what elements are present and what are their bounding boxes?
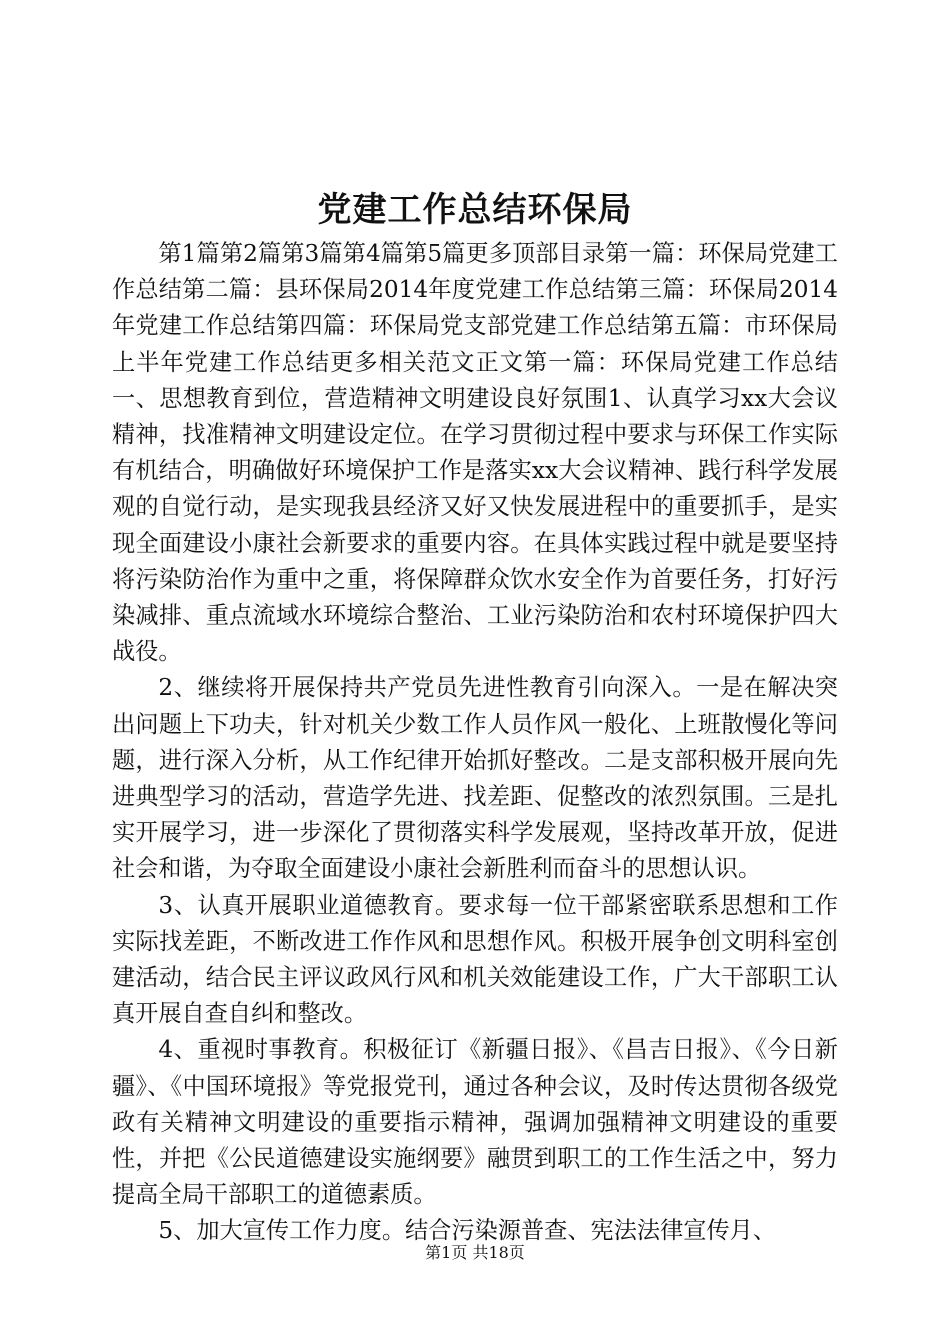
page-number-footer: 第1页 共18页: [425, 1243, 525, 1262]
paragraph-1: 第1篇第2篇第3篇第4篇第5篇更多顶部目录第一篇：环保局党建工作总结第二篇：县环保局2014年度党建工作总结第三篇：环保局2014年党建工作总结第四篇：环保局党支部党建工作总结第五篇：市环保局上半年党建工作总结更多相关范文正文第一篇：环保局党建工作总结一、思想教育到位，营造精神文明建设良好氛围1、认真学习xx大会议精神，找准精神文明建设定位。在学习贯彻过程中要求与环保工作实际有机结合，明确做好环境保护工作是落实xx大会议精神、践行科学发展观的自觉行动，是实现我县经济又好又快发展进程中的重要抓手，是实现全面建设小康社会新要求的重要内容。在具体实践过程中就是要坚持将污染防治作为重中之重，将保障群众饮水安全作为首要任务，打好污染减排、重点流域水环境综合整治、工业污染防治和农村环境保护四大战役。: [112, 240, 838, 666]
paragraph-2: 2、继续将开展保持共产党员先进性教育引向深入。一是在解决突出问题上下功夫，针对机关少数工作人员作风一般化、上班散慢化等问题，进行深入分析，从工作纪律开始抓好整改。二是支部积极开展向先进典型学习的活动，营造学先进、找差距、促整改的浓烈氛围。三是扎实开展学习，进一步深化了贯彻落实科学发展观，坚持改革开放，促进社会和谐，为夺取全面建设小康社会新胜利而奋斗的思想认识。: [112, 674, 838, 883]
paragraph-4: 4、重视时事教育。积极征订《新疆日报》、《昌吉日报》、《今日新疆》、《中国环境报》等党报党刊，通过各种会议，及时传达贯彻各级党政有关精神文明建设的重要指示精神，强调加强精神文明建设的重要性，并把《公民道德建设实施纲要》融贯到职工的工作生活之中，努力提高全局干部职工的道德素质。: [112, 1036, 838, 1209]
document-title: 党建工作总结环保局: [317, 190, 633, 230]
paragraph-3: 3、认真开展职业道德教育。要求每一位干部紧密联系思想和工作实际找差距，不断改进工作作风和思想作风。积极开展争创文明科室创建活动，结合民主评议政风行风和机关效能建设工作，广大干部职工认真开展自查自纠和整改。: [112, 891, 838, 1028]
paragraph-5: 5、加大宣传工作力度。结合污染源普查、宪法法律宣传月、: [158, 1217, 777, 1245]
document-body: [112, 236, 838, 1250]
